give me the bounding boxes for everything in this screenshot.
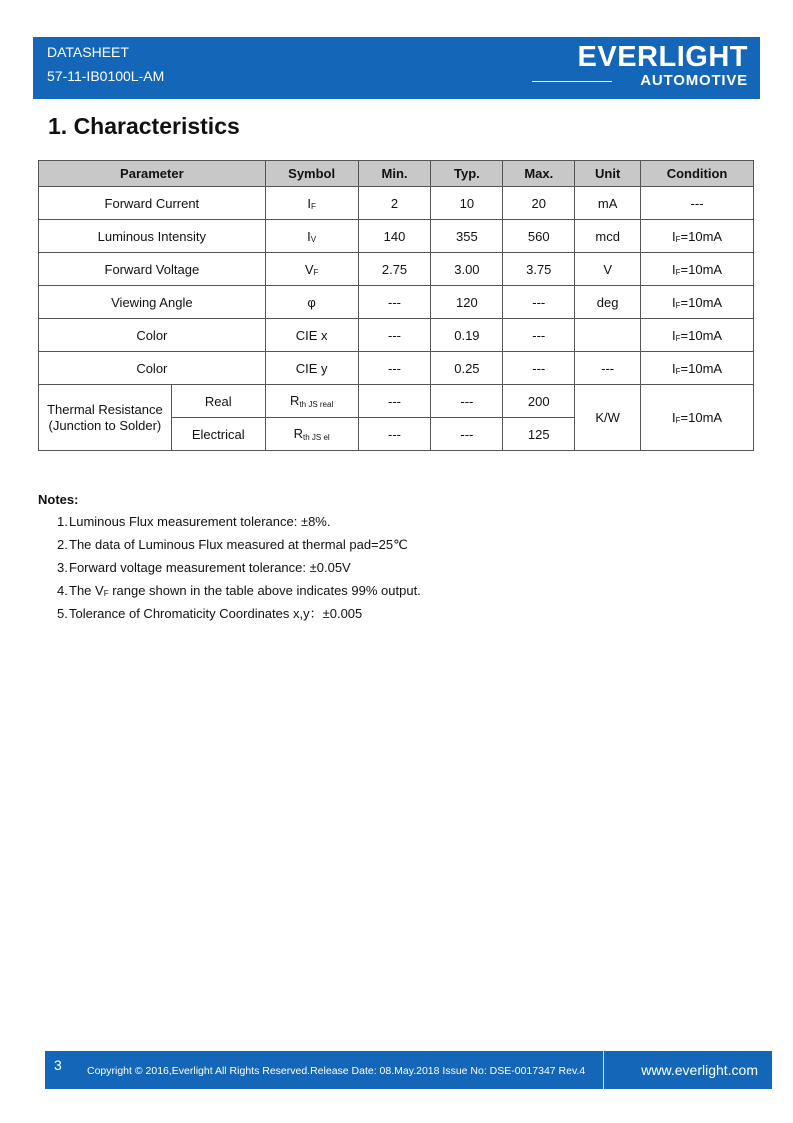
cell-parameter: Viewing Angle [39,286,266,319]
cell-max: --- [503,352,575,385]
cell-parameter: Forward Voltage [39,253,266,286]
cell-typ: --- [431,385,503,418]
table-row [39,319,754,352]
copyright-text: Copyright © 2016,Everlight All Rights Reserved.Release Date: 08.May.2018 Issue No: DSE-0017347 Rev.4 [87,1065,586,1077]
table-row-thermal-real [39,385,754,418]
cell-condition: $I_F=10mA$ [641,220,754,253]
cell-symbol: CIE y [265,352,358,385]
note-item: 3.Forward voltage measurement tolerance: ±0.05V [57,560,351,575]
note-item: 5.Tolerance of Chromaticity Coordinates x,y：±0.005 [57,606,363,621]
logo-wordmark: EVERLIGHT [577,41,748,73]
cell-min: 140 [358,220,431,253]
table-row [39,352,754,385]
cell-max: 3.75 [503,253,575,286]
cell-min: --- [358,385,431,418]
header-symbol: Symbol [265,161,358,187]
table-header-row [39,161,754,187]
cell-parameter: Forward Current [39,187,266,220]
cell-symbol: $I_F$ [265,187,358,220]
cell-condition: $I_F=10mA$ [641,352,754,385]
cell-unit [575,319,641,352]
cell-min: --- [358,352,431,385]
cell-unit: deg [575,286,641,319]
logo-subtitle: AUTOMOTIVE [640,72,748,89]
cell-typ: --- [431,418,503,451]
cell-parameter: Color [39,319,266,352]
cell-unit: mcd [575,220,641,253]
cell-min: 2.75 [358,253,431,286]
cell-symbol: $R_{th JS real}$ [265,385,358,418]
cell-max: 20 [503,187,575,220]
table-row [39,220,754,253]
note-item: 2.The data of Luminous Flux measured at thermal pad=25℃ [57,537,408,552]
cell-typ: 0.19 [431,319,503,352]
page-number: 3 [54,1057,62,1073]
cell-symbol: $I_V$ [265,220,358,253]
cell-condition: $I_F=10mA$ [641,385,754,451]
section-title: 1. Characteristics [48,113,240,139]
cell-condition: $I_F=10mA$ [641,319,754,352]
cell-unit: K/W [575,385,641,451]
cell-max: --- [503,286,575,319]
cell-max: 200 [503,385,575,418]
note-item: 1.Luminous Flux measurement tolerance: ±8%. [57,514,331,529]
cell-parameter: Luminous Intensity [39,220,266,253]
note-item: 4.The $V_F$ range shown in the table above indicates 99% output. [57,583,421,598]
cell-max: 560 [503,220,575,253]
page-footer [45,1051,772,1089]
cell-max: --- [503,319,575,352]
cell-symbol: φ [265,286,358,319]
header-typ: Typ. [431,161,503,187]
cell-symbol: $V_F$ [265,253,358,286]
cell-unit: V [575,253,641,286]
header-parameter: Parameter [39,161,266,187]
cell-symbol: $R_{th JS el}$ [265,418,358,451]
cell-condition: $I_F=10mA$ [641,286,754,319]
doc-type-label: DATASHEET [47,44,129,60]
page-header [33,37,760,99]
cell-max: 125 [503,418,575,451]
cell-typ: 120 [431,286,503,319]
cell-typ: 0.25 [431,352,503,385]
footer-divider [603,1051,604,1089]
notes-section [38,492,421,629]
cell-condition: $I_F=10mA$ [641,253,754,286]
notes-title: Notes: [38,492,79,507]
table-row [39,286,754,319]
header-min: Min. [358,161,431,187]
cell-min: 2 [358,187,431,220]
cell-min: --- [358,418,431,451]
header-max: Max. [503,161,575,187]
table-row [39,253,754,286]
cell-unit: mA [575,187,641,220]
cell-sub-label: Electrical [171,418,265,451]
characteristics-table [38,160,754,451]
cell-symbol: CIE x [265,319,358,352]
header-unit: Unit [575,161,641,187]
cell-typ: 10 [431,187,503,220]
cell-typ: 3.00 [431,253,503,286]
cell-unit: --- [575,352,641,385]
part-number-label: 57-11-IB0100L-AM [47,68,165,84]
everlight-logo [538,41,748,95]
cell-sub-label: Real [171,385,265,418]
cell-condition: --- [641,187,754,220]
cell-min: --- [358,319,431,352]
cell-min: --- [358,286,431,319]
table-row [39,187,754,220]
cell-typ: 355 [431,220,503,253]
cell-parameter: Color [39,352,266,385]
website-link[interactable]: www.everlight.com [641,1062,758,1078]
logo-rule [532,81,612,82]
header-condition: Condition [641,161,754,187]
cell-thermal-label: Thermal Resistance (Junction to Solder) [39,385,172,451]
